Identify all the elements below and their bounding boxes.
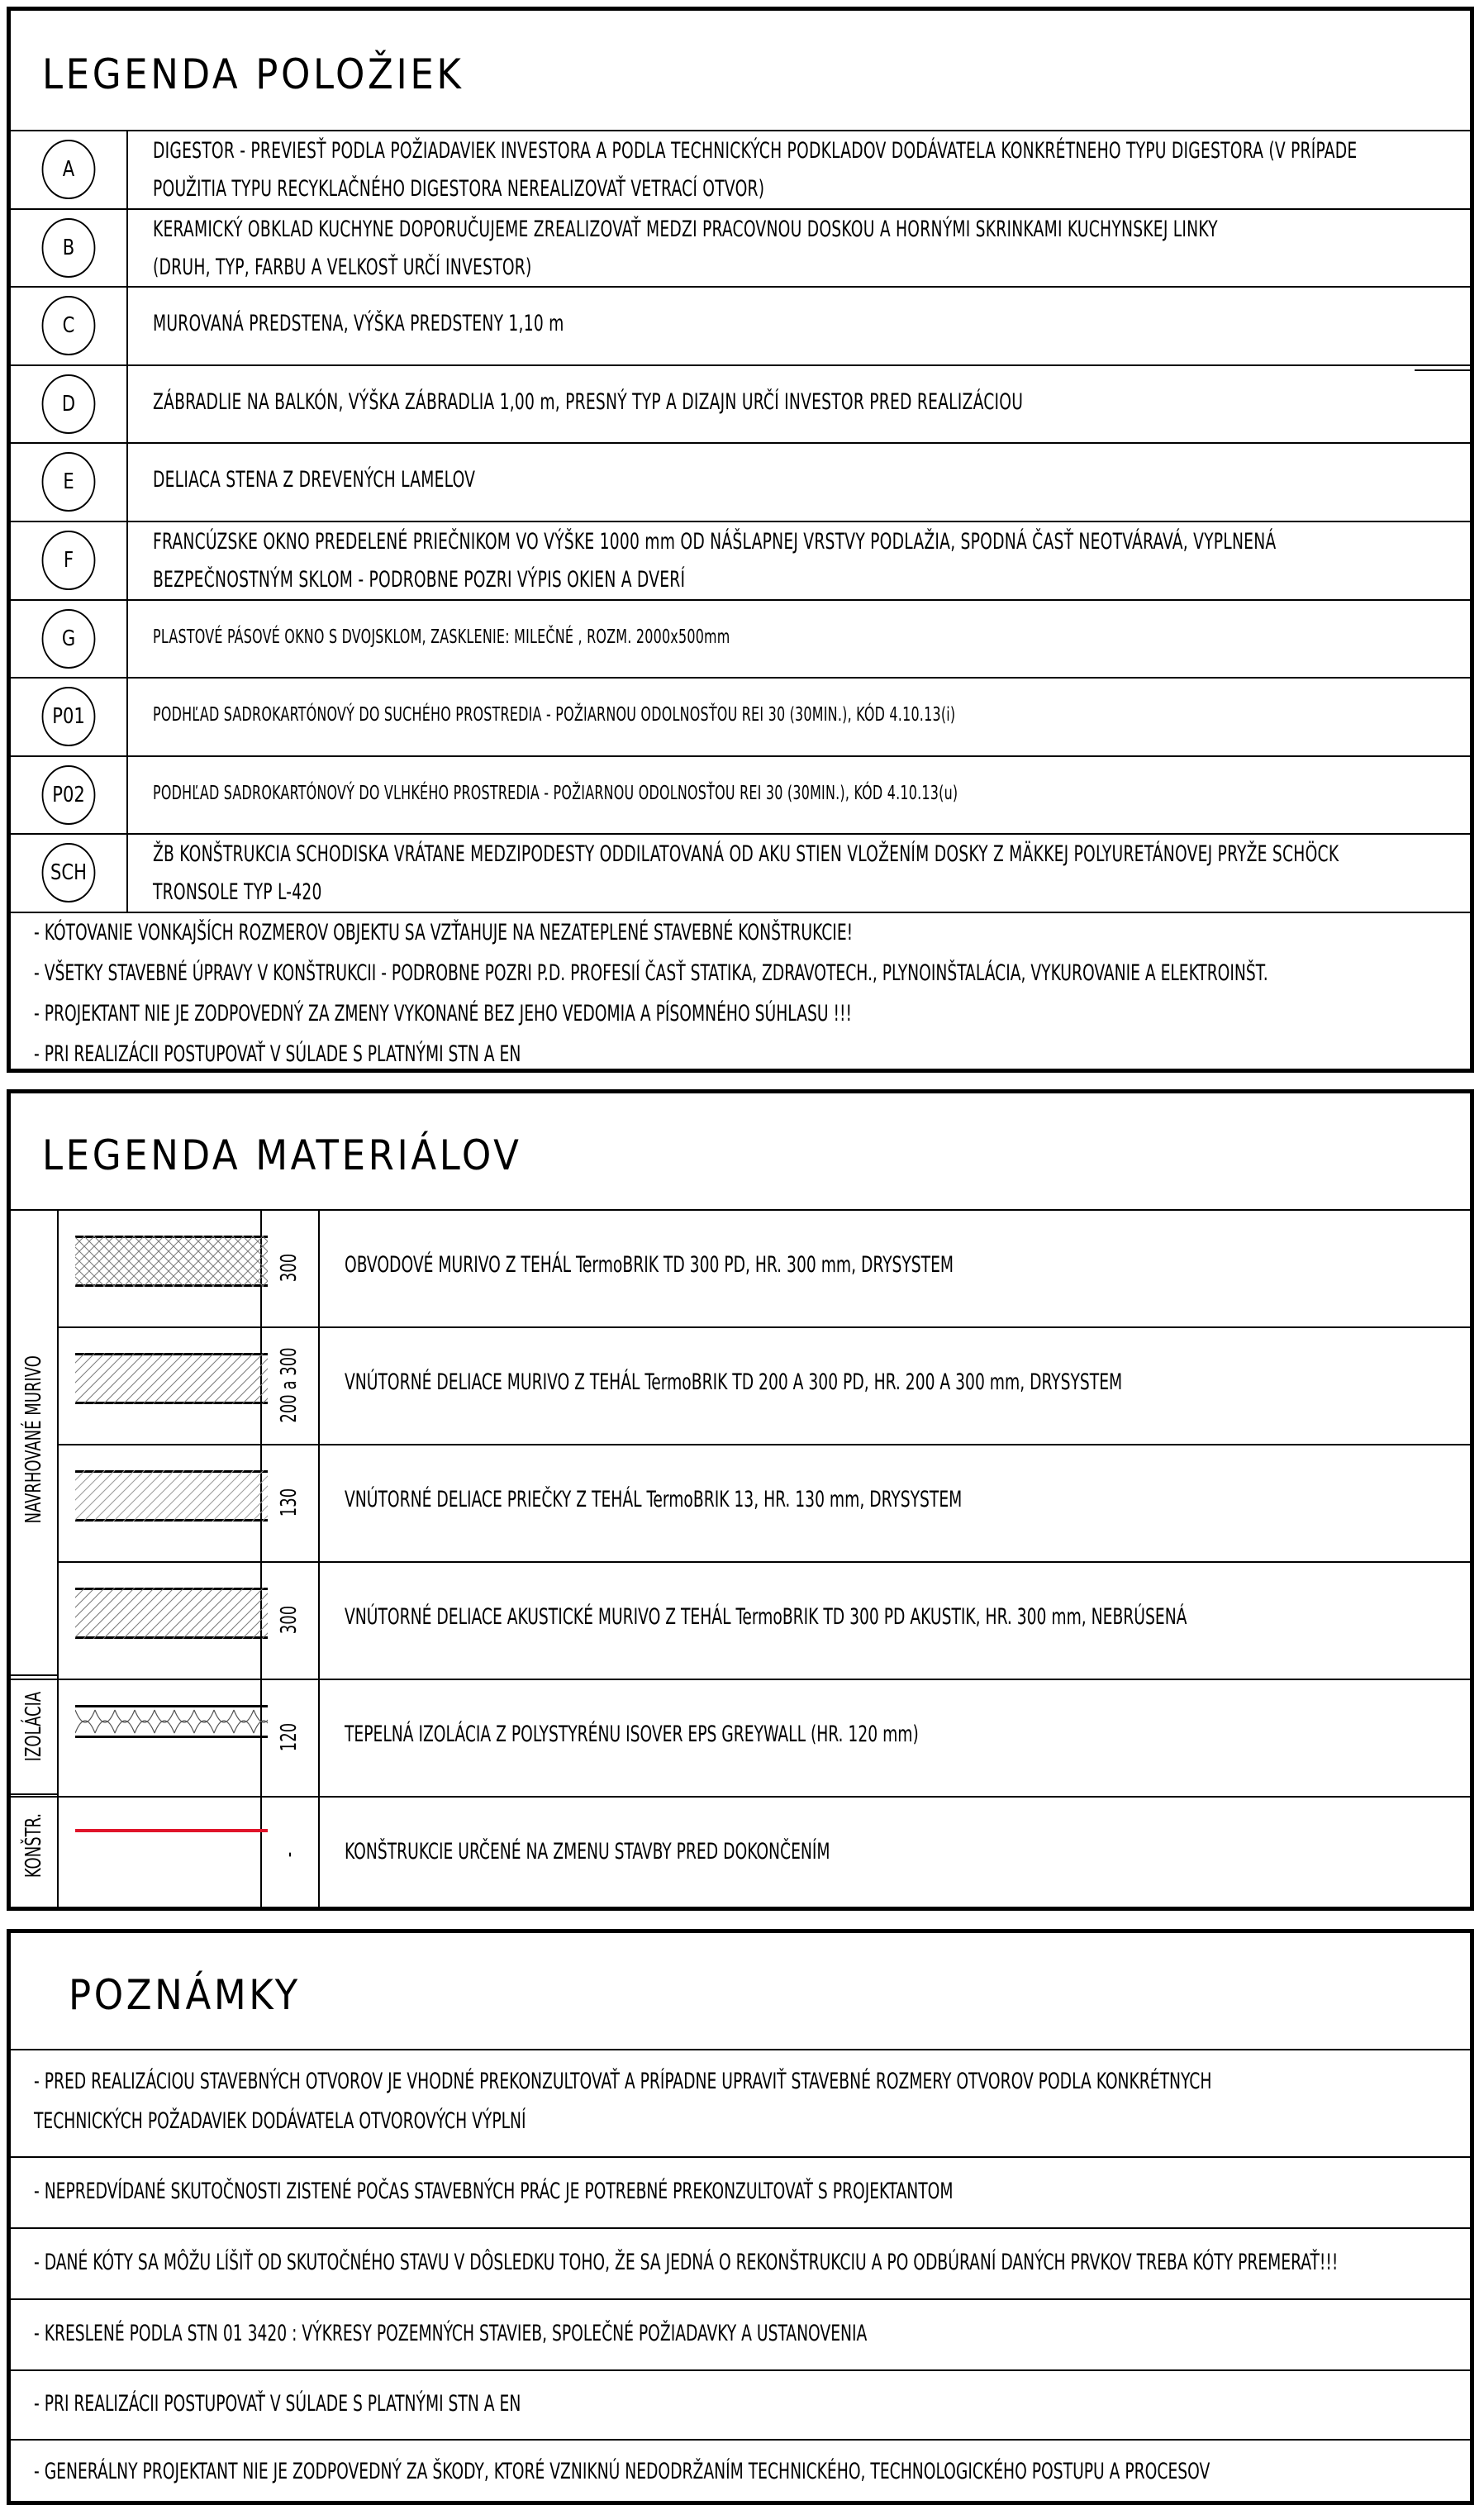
note-line: - DANÉ KÓTY SA MÔŽU LÍŠIŤ OD SKUTOČNÉHO STAVU V DÔSLEDKU TOHO, ŽE SA JEDNÁ O REKONŠTRUKCIU A PO ODBÚRANÍ DANÝCH PRVKOV TREBA KÓTY PREMERAŤ!!! [34, 2250, 1339, 2275]
row-divider [11, 2298, 1470, 2300]
item-description-line: PODHĽAD SADROKARTÓNOVÝ DO VLHKÉHO PROSTREDIA - POŽIARNOU ODOLNOSŤOU REI 30 (30MIN.), KÓD 4.10.13(u) [153, 782, 958, 804]
item-description-line: PODHĽAD SADROKARTÓNOVÝ DO SUCHÉHO PROSTREDIA - POŽIARNOU ODOLNOSŤOU REI 30 (30MIN.), KÓD 4.10.13(i) [153, 704, 956, 726]
item-code-badge: C [42, 296, 96, 355]
material-description: VNÚTORNÉ DELIACE PRIEČKY Z TEHÁL TermoBRIK 13, HR. 130 mm, DRYSYSTEM [345, 1487, 963, 1512]
item-code-badge: E [42, 452, 96, 512]
material-pattern-diagonal [75, 1588, 268, 1639]
item-description-line: FRANCÚZSKE OKNO PREDELENÉ PRIEČNIKOM VO VÝŠKE 1000 mm OD NÁŠLAPNEJ VRSTVY PODLAŽIA, SPODNÁ ČASŤ NEOTVÁRAVÁ, VYPLNENÁ [153, 529, 1277, 555]
material-swatch [75, 1705, 268, 1738]
legend-items-title: LEGENDA POLOŽIEK [42, 50, 464, 98]
general-note: - PRI REALIZÁCII POSTUPOVAŤ V SÚLADE S PLATNÝMI STN A EN [34, 1041, 521, 1067]
row-divider [57, 1326, 1470, 1328]
material-pattern-diagonal [75, 1353, 268, 1404]
pattern-column-divider [260, 1209, 262, 1911]
item-description-line: PLASTOVÉ PÁSOVÉ OKNO S DVOJSKLOM, ZASKLENIE: MILEČNÉ , ROZM. 2000x500mm [153, 626, 730, 648]
general-note: - PROJEKTANT NIE JE ZODPOVEDNÝ ZA ZMENY VYKONANÉ BEZ JEHO VEDOMIA A PÍSOMNÉHO SÚHLASU !!! [34, 1001, 852, 1026]
group-label-konstr: KONŠTR. [21, 1812, 46, 1879]
material-pattern-insulation [75, 1705, 268, 1738]
group-divider [11, 1793, 57, 1795]
material-thickness: 300 [277, 1605, 302, 1635]
row-divider [11, 2227, 1470, 2229]
material-thickness: 120 [277, 1722, 302, 1752]
row-divider [11, 599, 1470, 601]
note-line: TECHNICKÝCH POŽADAVIEK DODÁVATELA OTVOROVÝCH VÝPLNÍ [34, 2108, 526, 2134]
group-divider [11, 1674, 57, 1676]
notes-panel [7, 1929, 1474, 2505]
material-swatch [75, 1470, 268, 1522]
row-divider [11, 2369, 1470, 2371]
item-description-line: ŽB KONŠTRUKCIA SCHODISKA VRÁTANE MEDZIPODESTY ODDILATOVANÁ OD AKU STIEN VLOŽENÍM DOSKY Z MÄKKEJ POLYURETÁNOVEJ PRYŽE SCHÖCK [153, 841, 1339, 868]
material-swatch [75, 1236, 268, 1287]
item-code-badge: D [42, 374, 96, 434]
group-column-divider [57, 1209, 59, 1911]
item-code-badge: P02 [42, 765, 96, 825]
material-description: VNÚTORNÉ DELIACE MURIVO Z TEHÁL TermoBRIK TD 200 A 300 PD, HR. 200 A 300 mm, DRYSYSTEM [345, 1369, 1123, 1395]
general-note: - KÓTOVANIE VONKAJŠÍCH ROZMEROV OBJEKTU SA VZŤAHUJE NA NEZATEPLENÉ STAVEBNÉ KONŠTRUKCIE! [34, 920, 854, 945]
material-description: OBVODOVÉ MURIVO Z TEHÁL TermoBRIK TD 300 PD, HR. 300 mm, DRYSYSTEM [345, 1252, 954, 1278]
material-description: VNÚTORNÉ DELIACE AKUSTICKÉ MURIVO Z TEHÁL TermoBRIK TD 300 PD AKUSTIK, HR. 300 mm, NEBRÚSENÁ [345, 1604, 1187, 1630]
row-divider [57, 1561, 1470, 1563]
item-code-badge: SCH [42, 843, 96, 902]
note-line: - PRED REALIZÁCIOU STAVEBNÝCH OTVOROV JE VHODNÉ PREKONZULTOVAŤ A PRÍPADNE UPRAVIŤ STAVEBNÉ ROZMERY OTVOROV PODLA KONKRÉTNYCH [34, 2069, 1212, 2094]
edge-tick [1415, 369, 1474, 371]
divider [11, 1209, 1470, 1211]
material-description: KONŠTRUKCIE URČENÉ NA ZMENU STAVBY PRED DOKONČENÍM [345, 1839, 830, 1864]
row-divider [11, 286, 1470, 288]
note-line: - GENERÁLNY PROJEKTANT NIE JE ZODPOVEDNÝ ZA ŠKODY, KTORÉ VZNIKNÚ NEDODRŽANÍM TECHNICKÉHO, TECHNOLOGICKÉHO POSTUPU A PROCESOV [34, 2459, 1211, 2484]
legend-materials-panel [7, 1089, 1474, 1911]
material-swatch [75, 1822, 268, 1839]
row-divider [11, 364, 1470, 366]
material-thickness: 300 [277, 1253, 302, 1283]
row-divider [11, 2156, 1470, 2158]
material-pattern-crosshatch [75, 1236, 268, 1287]
notes-title: POZNÁMKY [69, 1971, 301, 2019]
group-label-murivo: NAVRHOVANÉ MURIVO [21, 1355, 46, 1524]
divider [11, 2049, 1470, 2050]
row-divider [11, 755, 1470, 757]
item-description-line: POUŽITIA TYPU RECYKLAČNÉHO DIGESTORA NEREALIZOVAŤ VETRACÍ OTVOR) [153, 176, 765, 202]
material-swatch [75, 1588, 268, 1639]
material-swatch [75, 1353, 268, 1404]
item-description-line: MUROVANÁ PREDSTENA, VÝŠKA PREDSTENY 1,10 m [153, 311, 564, 337]
material-thickness: - [277, 1851, 302, 1858]
item-code-badge: B [42, 218, 96, 278]
item-description-line: DELIACA STENA Z DREVENÝCH LAMELOV [153, 467, 476, 493]
row-divider [11, 2439, 1470, 2441]
thickness-column-divider [318, 1209, 320, 1911]
note-line: - NEPREDVÍDANÉ SKUTOČNOSTI ZISTENÉ POČAS STAVEBNÝCH PRÁC JE POTREBNÉ PREKONZULTOVAŤ S PROJEKTANTOM [34, 2179, 954, 2204]
item-code-badge: G [42, 609, 96, 669]
item-code-badge: F [42, 531, 96, 590]
item-description-line: BEZPEČNOSTNÝM SKLOM - PODROBNE POZRI VÝPIS OKIEN A DVERÍ [153, 567, 686, 593]
item-description-line: KERAMICKÝ OBKLAD KUCHYNE DOPORUČUJEME ZREALIZOVAŤ MEDZI PRACOVNOU DOSKOU A HORNÝMI SKRINKAMI KUCHYNSKEJ LINKY [153, 216, 1218, 242]
note-line: - KRESLENÉ PODLA STN 01 3420 : VÝKRESY POZEMNÝCH STAVIEB, SPOLEČNÉ POŽIADAVKY A USTANOVENIA [34, 2321, 868, 2346]
group-label-izolacia: IZOLÁCIA [21, 1691, 46, 1762]
material-description: TEPELNÁ IZOLÁCIA Z POLYSTYRÉNU ISOVER EPS GREYWALL (HR. 120 mm) [345, 1722, 919, 1747]
row-divider [11, 1679, 1470, 1680]
row-divider [57, 1444, 1470, 1445]
item-description-line: (DRUH, TYP, FARBU A VELKOSŤ URČÍ INVESTOR) [153, 254, 532, 280]
item-code-badge: P01 [42, 687, 96, 746]
material-pattern-diagonal-light [75, 1470, 268, 1522]
general-note: - VŠETKY STAVEBNÉ ÚPRAVY V KONŠTRUKCII - PODROBNE POZRI P.D. PROFESIÍ ČASŤ STATIKA, ZDRAVOTECH., PLYNOINŠTALÁCIA, VYKUROVANIE A ELEKTROINŠT. [34, 960, 1268, 986]
material-thickness: 200 a 300 [277, 1347, 302, 1423]
row-divider [11, 1796, 1470, 1798]
legend-materials-title: LEGENDA MATERIÁLOV [42, 1131, 522, 1179]
item-description-line: ZÁBRADLIE NA BALKÓN, VÝŠKA ZÁBRADLIA 1,00 m, PRESNÝ TYP A DIZAJN URČÍ INVESTOR PRED REALIZÁCIOU [153, 388, 1024, 415]
material-thickness: 130 [277, 1488, 302, 1517]
item-code-badge: A [42, 140, 96, 199]
legend-items-panel [7, 7, 1474, 1073]
row-divider [11, 677, 1470, 679]
row-divider [11, 442, 1470, 444]
item-description-line: DIGESTOR - PREVIESŤ PODLA POŽIADAVIEK INVESTORA A PODLA TECHNICKÝCH PODKLADOV DODÁVATELA KONKRÉTNEHO TYPU DIGESTORA (V PRÍPADE [153, 138, 1358, 164]
note-line: - PRI REALIZÁCII POSTUPOVAŤ V SÚLADE S PLATNÝMI STN A EN [34, 2391, 521, 2417]
material-pattern-red-line [75, 1822, 268, 1839]
item-description-line: TRONSOLE TYP L-420 [153, 879, 322, 906]
